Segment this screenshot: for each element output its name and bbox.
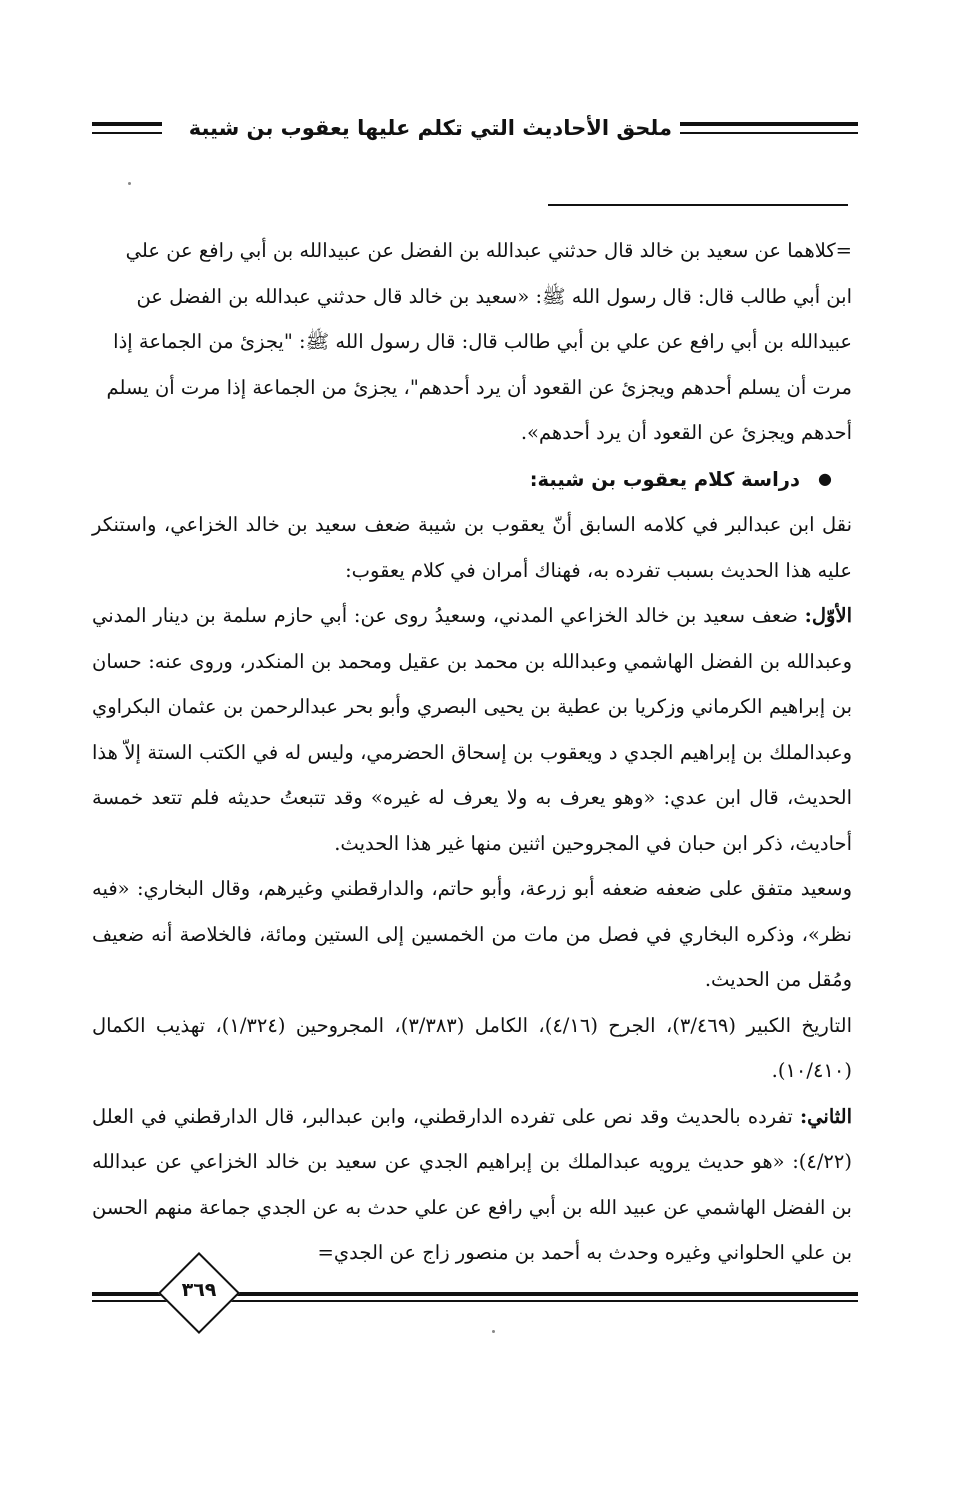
section-heading-text: دراسة كلام يعقوب بن شيبة: xyxy=(529,467,801,491)
first-point-label: الأوّل: xyxy=(804,604,852,627)
first-point-text: ضعف سعيد بن خالد الخزاعي المدني، وسعيدُ روى عن: أبي حازم سلمة بن دينار المدني وعبدالله بن الفضل الهاشمي وعبدالله بن محمد بن عقيل ومحمد بن المنكدر، وروى عنه: حسان بن إبراهيم الكرماني وزكريا بن عطية بن يحيى البصري وأبو بحر عبدالرحمن بن عثمان البكراوي وعبدالملك بن إبراهيم الجدي د ويعقوب بن إسحاق الحضرمي، وليس له في الكتب الستة إلاّ هذا الحديث، قال ابن عدي: «وهو يعرف به ولا يعرف له غيره» وقد تتبعتُ حديثه فلم تتعد خمسة أحاديث، ذكر ابن حبان في المجروحين اثنين منها غير هذا الحديث. xyxy=(92,604,852,855)
scan-speck xyxy=(492,1330,495,1333)
scan-speck xyxy=(128,182,131,185)
header-rule-left-thin xyxy=(92,132,162,134)
intro-paragraph: نقل ابن عبدالبر في كلامه السابق أنّ يعقوب بن شيبة ضعف سعيد بن خالد الخزاعي، واستنكر عليه هذا الحديث بسبب تفرده به، فهناك أمران في كلام يعقوب: xyxy=(92,513,852,582)
footnote-line: =كلاهما عن سعيد بن خالد قال حدثني عبدالله بن الفضل عن عبيدالله بن أبي رافع عن علي xyxy=(125,239,852,262)
section-heading xyxy=(92,456,852,503)
page-footer xyxy=(92,1258,858,1348)
bullet-icon: ● xyxy=(818,468,832,488)
first-point-paragraph xyxy=(92,593,852,866)
second-point-label: الثاني: xyxy=(799,1104,853,1128)
footnote-line: أحدهم ويجزئ عن القعود أن يرد أحدهم». xyxy=(520,421,852,444)
running-header xyxy=(92,110,858,150)
references-paragraph: التاريخ الكبير (٣/٤٦٩)، الجرح (٤/١٦)، الكامل (٣/٣٨٣)، المجروحين (١/٣٢٤)، تهذيب الكمال (١٠/٤١٠). xyxy=(92,1013,852,1082)
footnote-separator xyxy=(548,204,848,206)
footnote-line: مرت أن يسلم أحدهم ويجزئ عن القعود أن يرد أحدهم"، يجزئ من الجماعة إذا مرت أن يسلم xyxy=(106,375,852,399)
page-number: ٣٦٩ xyxy=(181,1279,217,1301)
second-point-text: تفرده بالحديث وقد نص على تفرده الدارقطني، وابن عبدالبر، قال الدارقطني في العلل (٤/٢٢): «هو حديث يرويه عبدالملك بن إبراهيم الجدي عن سعيد بن خالد الخزاعي عن عبدالله بن الفضل الهاشمي عن عبيد الله بن أبي رافع عن علي حدث به عن الجدي جماعة منهم الحسن بن علي الحلواني وغيره وحدث به أحمد بن منصور زاج عن الجدي= xyxy=(92,1104,852,1264)
agreement-paragraph: وسعيد متفق على ضعفه ضعفه أبو زرعة، وأبو حاتم، والدارقطني وغيرهم، وقال البخاري: «فيه نظر»، وذكره البخاري في فصل من مات من الخمسين إلى الستين ومائة، فالخلاصة أنه ضعيف ومُقل من الحديث. xyxy=(92,877,852,991)
footnote-line: عبيدالله بن أبي رافع عن علي بن أبي طالب قال: قال رسول الله ﷺ: "يجزئ من الجماعة إذا xyxy=(113,330,852,353)
second-point-paragraph xyxy=(92,1094,852,1276)
header-rule-left-thick xyxy=(92,122,162,126)
page-body xyxy=(92,228,852,1276)
header-title: ملحق الأحاديث التي تكلم عليها يعقوب بن شيبة xyxy=(181,116,680,140)
footnote-line: ابن أبي طالب قال: قال رسول الله ﷺ: «سعيد بن خالد قال حدثني عبدالله بن الفضل عن xyxy=(136,284,852,308)
